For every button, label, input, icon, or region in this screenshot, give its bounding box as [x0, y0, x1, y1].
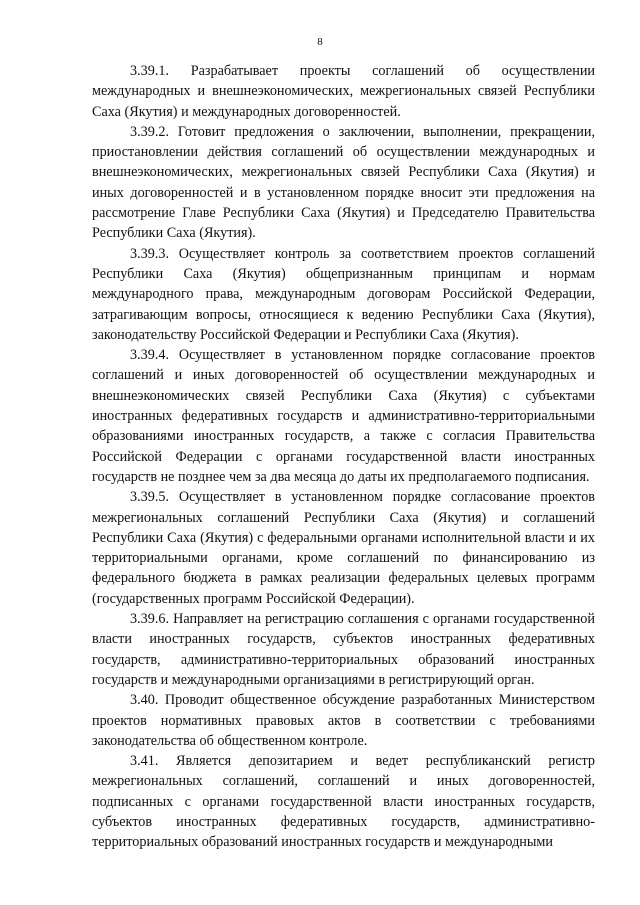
page-number: 8 — [317, 36, 323, 48]
paragraph-3-39-6: 3.39.6. Направляет на регистрацию соглашения с органами государственной власти иностранных государств, субъектов иностранных федеративных государств, административно-территориальных образований иностранных государств и международными организациями в регистрирующий орган. — [92, 611, 595, 688]
paragraph-3-39-1: 3.39.1. Разрабатывает проекты соглашений об осуществлении международных и внешнеэкономических, межрегиональных связей Республики Саха (Якутия) и международных договоренностей. — [92, 63, 595, 120]
paragraph-3-41: 3.41. Является депозитарием и ведет республиканский регистр межрегиональных соглашений, соглашений и иных договоренностей, подписанных с органами государственной власти иностранных государств, субъектов иностранных федеративных государств, административно-территориальных образований иностранных государств и международными — [92, 753, 595, 851]
paragraph-3-39-2: 3.39.2. Готовит предложения о заключении, выполнении, прекращении, приостановлении действия соглашений об осуществлении международных и внешнеэкономических, межрегиональных связей Республики Саха (Якутия) и иных договоренностей и в установленном порядке вносит эти предложения на рассмотрение Главе Республики Саха (Якутия) и Председателю Правительства Республики Саха (Якутия). — [92, 123, 595, 242]
paragraph-3-39-3: 3.39.3. Осуществляет контроль за соответствием проектов соглашений Республики Саха (Якутия) общепризнанным принципам и нормам международного права, международным договорам Российской Федерации, затрагивающим вопросы, относящиеся к ведению Республики Саха (Якутия), законодательству Российской Федерации и Республики Саха (Якутия). — [92, 245, 595, 343]
paragraph-3-40: 3.40. Проводит общественное обсуждение разработанных Министерством проектов нормативных правовых актов в соответствии с требованиями законодательства об общественном контроле. — [92, 692, 595, 749]
paragraph-3-39-4: 3.39.4. Осуществляет в установленном порядке согласование проектов соглашений и иных договоренностей об осуществлении международных и внешнеэкономических связей Республики Саха (Якутия) с субъектами иностранных федеративных государств и административно-территориальными образованиями иностранных государств, а также с согласия Правительства Российской Федерации с органами государственной власти иностранных государств не позднее чем за два месяца до даты их предполагаемого подписания. — [92, 347, 595, 485]
paragraph-3-39-5: 3.39.5. Осуществляет в установленном порядке согласование проектов межрегиональных соглашений Республики Саха (Якутия) и соглашений Республики Саха (Якутия) с федеральными органами исполнительной власти и их территориальными органами, кроме соглашений по финансированию из федерального бюджета в рамках реализации федеральных целевых программ (государственных программ Российской Федерации). — [92, 489, 595, 607]
document-body — [92, 61, 595, 853]
